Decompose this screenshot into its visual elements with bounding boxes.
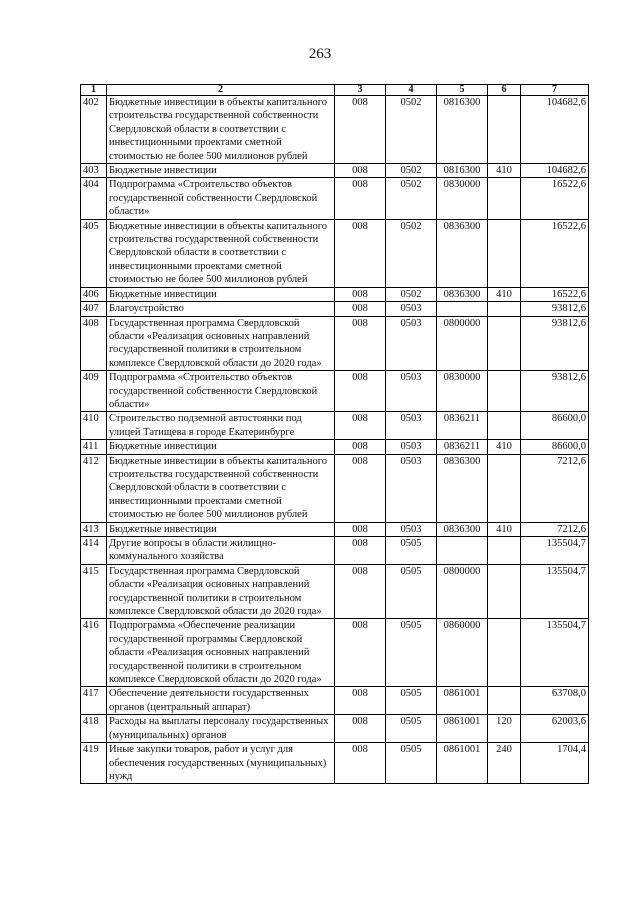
ministry-code: 008 — [335, 619, 386, 687]
section-code: 0503 — [386, 302, 437, 316]
target-article-code: 0800000 — [437, 564, 488, 619]
target-article-code: 0861001 — [437, 715, 488, 743]
expense-type-code — [488, 96, 521, 164]
item-name: Бюджетные инвестиции в объекты капитального строительства государственной собственности Свердловской области в соответствии с инвестиционными проектами сметной стоимостью не более 500 миллионов рублей — [107, 454, 335, 522]
row-number: 409 — [81, 371, 107, 412]
table-row — [81, 564, 589, 619]
table-row — [81, 537, 589, 565]
row-number: 415 — [81, 564, 107, 619]
column-header: 2 — [107, 85, 335, 96]
amount-value: 16522,6 — [521, 178, 589, 219]
column-header: 4 — [386, 85, 437, 96]
table-row — [81, 287, 589, 301]
row-number: 419 — [81, 743, 107, 784]
target-article-code: 0836300 — [437, 287, 488, 301]
expense-type-code — [488, 537, 521, 565]
column-header: 6 — [488, 85, 521, 96]
amount-value: 104682,6 — [521, 96, 589, 164]
target-article-code: 0861001 — [437, 743, 488, 784]
row-number: 403 — [81, 164, 107, 178]
section-code: 0505 — [386, 564, 437, 619]
row-number: 405 — [81, 219, 107, 287]
target-article-code: 0830000 — [437, 371, 488, 412]
target-article-code: 0836211 — [437, 412, 488, 440]
ministry-code: 008 — [335, 687, 386, 715]
table-row — [81, 371, 589, 412]
ministry-code: 008 — [335, 454, 386, 522]
ministry-code: 008 — [335, 164, 386, 178]
target-article-code: 0860000 — [437, 619, 488, 687]
amount-value: 135504,7 — [521, 564, 589, 619]
amount-value: 7212,6 — [521, 454, 589, 522]
expense-type-code: 120 — [488, 715, 521, 743]
section-code: 0502 — [386, 287, 437, 301]
amount-value: 1704,4 — [521, 743, 589, 784]
table-row — [81, 454, 589, 522]
amount-value: 63708,0 — [521, 687, 589, 715]
amount-value: 86600,0 — [521, 412, 589, 440]
expense-type-code — [488, 412, 521, 440]
row-number: 412 — [81, 454, 107, 522]
section-code: 0502 — [386, 219, 437, 287]
expense-type-code — [488, 302, 521, 316]
ministry-code: 008 — [335, 178, 386, 219]
budget-table — [80, 84, 589, 784]
ministry-code: 008 — [335, 412, 386, 440]
table-row — [81, 619, 589, 687]
target-article-code: 0816300 — [437, 164, 488, 178]
item-name: Государственная программа Свердловской области «Реализация основных направлений государственной политики в строительном комплексе Свердловской области до 2020 года» — [107, 564, 335, 619]
table-row — [81, 164, 589, 178]
section-code: 0505 — [386, 743, 437, 784]
ministry-code: 008 — [335, 564, 386, 619]
target-article-code — [437, 537, 488, 565]
expense-type-code — [488, 178, 521, 219]
amount-value: 93812,6 — [521, 316, 589, 371]
target-article-code: 0800000 — [437, 316, 488, 371]
amount-value: 104682,6 — [521, 164, 589, 178]
ministry-code: 008 — [335, 219, 386, 287]
expense-type-code — [488, 316, 521, 371]
row-number: 413 — [81, 522, 107, 536]
section-code: 0503 — [386, 454, 437, 522]
item-name: Бюджетные инвестиции в объекты капитального строительства государственной собственности Свердловской области в соответствии с инвестиционными проектами сметной стоимостью не более 500 миллионов рублей — [107, 219, 335, 287]
ministry-code: 008 — [335, 715, 386, 743]
section-code: 0503 — [386, 371, 437, 412]
section-code: 0503 — [386, 316, 437, 371]
table-row — [81, 522, 589, 536]
expense-type-code: 410 — [488, 287, 521, 301]
section-code: 0505 — [386, 687, 437, 715]
ministry-code: 008 — [335, 743, 386, 784]
amount-value: 135504,7 — [521, 537, 589, 565]
section-code: 0505 — [386, 619, 437, 687]
item-name: Расходы на выплаты персоналу государственных (муниципальных) органов — [107, 715, 335, 743]
target-article-code: 0816300 — [437, 96, 488, 164]
row-number: 418 — [81, 715, 107, 743]
table-row — [81, 687, 589, 715]
item-name: Строительство подземной автостоянки под улицей Татищева в городе Екатеринбурге — [107, 412, 335, 440]
item-name: Бюджетные инвестиции — [107, 164, 335, 178]
item-name: Подпрограмма «Строительство объектов государственной собственности Свердловской области» — [107, 371, 335, 412]
section-code: 0502 — [386, 96, 437, 164]
item-name: Подпрограмма «Строительство объектов государственной собственности Свердловской области» — [107, 178, 335, 219]
item-name: Бюджетные инвестиции — [107, 440, 335, 454]
ministry-code: 008 — [335, 440, 386, 454]
section-code: 0502 — [386, 178, 437, 219]
expense-type-code: 410 — [488, 522, 521, 536]
row-number: 414 — [81, 537, 107, 565]
item-name: Бюджетные инвестиции — [107, 287, 335, 301]
item-name: Иные закупки товаров, работ и услуг для обеспечения государственных (муниципальных) нужд — [107, 743, 335, 784]
ministry-code: 008 — [335, 537, 386, 565]
row-number: 410 — [81, 412, 107, 440]
target-article-code: 0836300 — [437, 522, 488, 536]
expense-type-code: 410 — [488, 440, 521, 454]
item-name: Государственная программа Свердловской области «Реализация основных направлений государственной политики в строительном комплексе Свердловской области до 2020 года» — [107, 316, 335, 371]
section-code: 0505 — [386, 715, 437, 743]
expense-type-code — [488, 219, 521, 287]
expense-type-code — [488, 687, 521, 715]
table-row — [81, 96, 589, 164]
row-number: 408 — [81, 316, 107, 371]
target-article-code: 0861001 — [437, 687, 488, 715]
table-row — [81, 715, 589, 743]
section-code: 0503 — [386, 440, 437, 454]
expense-type-code: 410 — [488, 164, 521, 178]
table-header-row — [81, 85, 589, 96]
ministry-code: 008 — [335, 302, 386, 316]
table-row — [81, 440, 589, 454]
amount-value: 93812,6 — [521, 302, 589, 316]
item-name: Бюджетные инвестиции в объекты капитального строительства государственной собственности Свердловской области в соответствии с инвестиционными проектами сметной стоимостью не более 500 миллионов рублей — [107, 96, 335, 164]
item-name: Другие вопросы в области жилищно-коммунального хозяйства — [107, 537, 335, 565]
section-code: 0505 — [386, 537, 437, 565]
section-code: 0503 — [386, 522, 437, 536]
column-header: 1 — [81, 85, 107, 96]
table-row — [81, 178, 589, 219]
table-row — [81, 219, 589, 287]
target-article-code: 0836300 — [437, 219, 488, 287]
row-number: 404 — [81, 178, 107, 219]
amount-value: 62003,6 — [521, 715, 589, 743]
table-row — [81, 412, 589, 440]
row-number: 416 — [81, 619, 107, 687]
ministry-code: 008 — [335, 522, 386, 536]
amount-value: 16522,6 — [521, 287, 589, 301]
page-number: 263 — [308, 46, 332, 62]
table-row — [81, 743, 589, 784]
amount-value: 86600,0 — [521, 440, 589, 454]
item-name: Обеспечение деятельности государственных органов (центральный аппарат) — [107, 687, 335, 715]
item-name: Подпрограмма «Обеспечение реализации государственной программы Свердловской области «Реализация основных направлений государственной политики в строительном комплексе Свердловской области до 2020 года» — [107, 619, 335, 687]
target-article-code: 0836300 — [437, 454, 488, 522]
amount-value: 135504,7 — [521, 619, 589, 687]
item-name: Бюджетные инвестиции — [107, 522, 335, 536]
expense-type-code — [488, 619, 521, 687]
amount-value: 7212,6 — [521, 522, 589, 536]
column-header: 3 — [335, 85, 386, 96]
target-article-code: 0836211 — [437, 440, 488, 454]
section-code: 0502 — [386, 164, 437, 178]
target-article-code — [437, 302, 488, 316]
table-row — [81, 302, 589, 316]
amount-value: 16522,6 — [521, 219, 589, 287]
ministry-code: 008 — [335, 96, 386, 164]
section-code: 0503 — [386, 412, 437, 440]
ministry-code: 008 — [335, 371, 386, 412]
expense-type-code — [488, 371, 521, 412]
row-number: 406 — [81, 287, 107, 301]
expense-type-code — [488, 454, 521, 522]
item-name: Благоустройство — [107, 302, 335, 316]
row-number: 407 — [81, 302, 107, 316]
ministry-code: 008 — [335, 287, 386, 301]
expense-type-code: 240 — [488, 743, 521, 784]
row-number: 402 — [81, 96, 107, 164]
target-article-code: 0830000 — [437, 178, 488, 219]
table-row — [81, 316, 589, 371]
column-header: 5 — [437, 85, 488, 96]
expense-type-code — [488, 564, 521, 619]
row-number: 411 — [81, 440, 107, 454]
row-number: 417 — [81, 687, 107, 715]
column-header: 7 — [521, 85, 589, 96]
amount-value: 93812,6 — [521, 371, 589, 412]
ministry-code: 008 — [335, 316, 386, 371]
